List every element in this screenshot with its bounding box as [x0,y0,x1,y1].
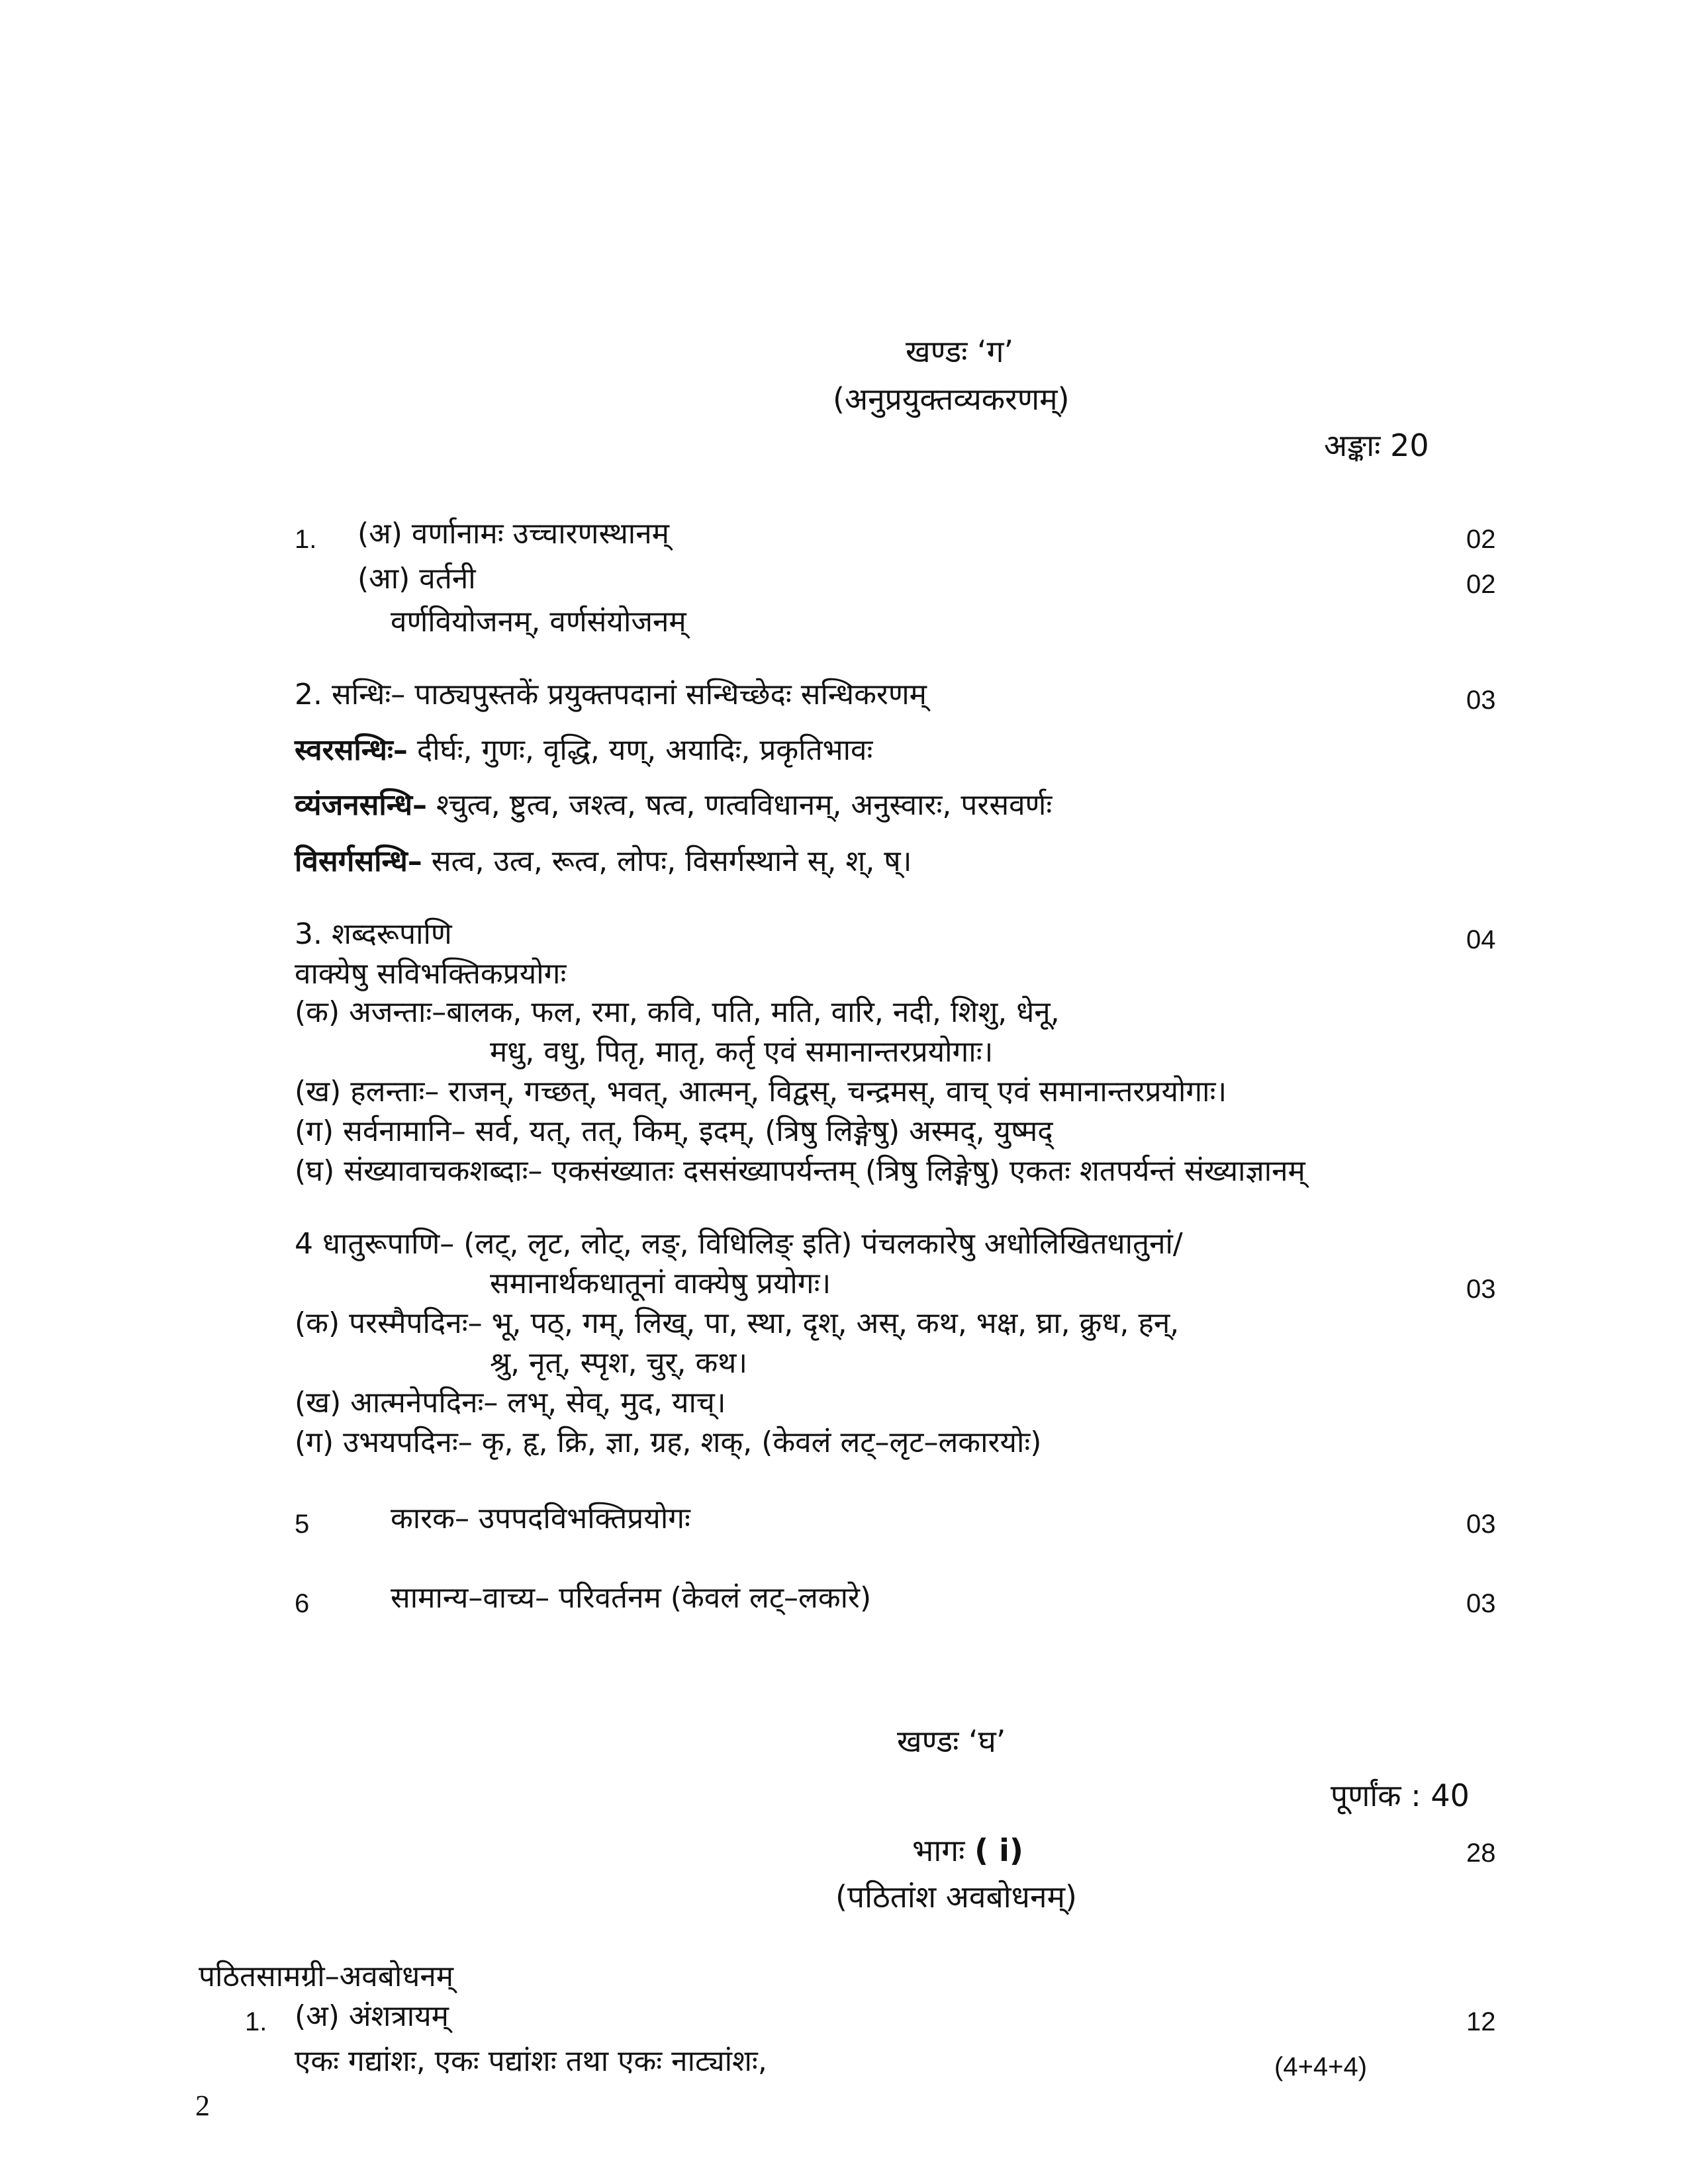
item4-ga: (ग) उभयपदिनः– कृ, हृ, क्रि, ज्ञा, ग्रह, शक्, (केवलं लट्–लृट–लकारयोः) [295,1426,1042,1459]
q1-number: 1. [245,2007,267,2036]
item3-ga: (ग) सर्वनामानि– सर्व, यत्, तत्, किम्, इदम्, (त्रिषु लिङ्गेषु) अस्मद्, युष्मद् [295,1115,1053,1148]
visarg-sandhi-label: विसर्गसन्धि– [295,844,422,878]
item4-marks: 03 [1466,1275,1496,1304]
section-gh-heading: खण्डः ‘घ’ [897,1723,1006,1759]
item1-b-subtext: वर्णवियोजनम्, वर्णसंयोजनम् [391,605,686,639]
q1-subtext: एकः गद्यांशः, एकः पद्यांशः तथा एकः नाट्यांशः, [295,2044,767,2078]
item1-a-marks: 02 [1466,525,1496,554]
vyanjan-sandhi-text: श्चुत्व, ष्टुत्व, जश्त्व, षत्व, णत्वविधानम्, अनुस्वारः, परसवर्णः [427,788,1053,822]
item6-number: 6 [295,1589,310,1618]
item3-marks: 04 [1466,925,1496,954]
item4-ka-cont: श्रु, नृत्, स्पृश, चुर्, कथ। [490,1346,748,1380]
swar-sandhi-text: दीर्घः, गुणः, वृद्धि, यण्, अयादिः, प्रकृतिभावः [407,733,873,767]
item4-kha: (ख) आत्मनेपदिनः– लभ्, सेव्, मुद, याच्। [295,1386,726,1420]
q1-marks: 12 [1466,2007,1496,2036]
section-gh-total-marks: पूर्णांक : 40 [1331,1778,1470,1813]
q1-text: (अ) अंशत्रायम् [295,1999,449,2033]
item3-line1: वाक्येषु सविभक्तिकप्रयोगः [295,957,567,991]
item6-marks: 03 [1466,1589,1496,1618]
swar-sandhi-line [295,733,873,767]
part-number: ( i) [974,1833,1023,1868]
item5-marks: 03 [1466,1510,1496,1539]
item6-text: सामान्य–वाच्य– परिवर्तनम (केवलं लट्–लकारे) [391,1581,872,1615]
material-heading: पठितसामग्री–अवबोधनम् [199,1960,454,1993]
item1-b-text: (आ) वर्तनी [357,562,476,596]
q1-split: (4+4+4) [1274,2052,1368,2081]
section-g-subheading: (अनुप्रयुक्तव्यकरणम्) [833,381,1070,417]
item3-title: 3. शब्दरूपाणि [295,917,452,951]
item1-b-marks: 02 [1466,570,1496,599]
item3-kha: (ख) हलन्ताः– राजन्, गच्छत्, भवत्, आत्मन्, विद्वस्, चन्द्रमस्, वाच् एवं समानान्तरप्रयोगाः। [295,1075,1227,1109]
item1-a-text: (अ) वर्णानामः उच्चारणस्थानम् [357,517,669,551]
section-g-heading: खण्डः ‘ग’ [906,334,1014,369]
item5-number: 5 [295,1510,310,1539]
part-heading [912,1835,1023,1866]
section-g-marks: अङ्काः 20 [1324,428,1429,463]
vyanjan-sandhi-label: व्यंजनसन्धि– [295,788,428,822]
visarg-sandhi-text: सत्व, उत्व, रूत्व, लोपः, विसर्गस्थाने स्, श्, ष्। [422,844,912,878]
swar-sandhi-label: स्वरसन्धिः– [295,733,408,767]
part-subheading: (पठितांश अवबोधनम्) [835,1879,1077,1915]
item4-title-cont: समानार्थकधातूनां वाक्येषु प्रयोगः। [490,1267,831,1300]
item3-ka-cont: मधु, वधु, पितृ, मातृ, कर्तृ एवं समानान्तरप्रयोगाः। [490,1035,994,1069]
item5-text: कारक– उपपदविभक्तिप्रयोगः [391,1502,690,1535]
item3-ka: (क) अजन्ताः–बालक, फल, रमा, कवि, पति, मति, वारि, नदी, शिशु, धेनू, [295,995,1060,1029]
part-label: भागः [912,1833,965,1868]
item4-title: 4 धातुरूपाणि– (लट्, लृट, लोट्, लङ्, विधिलिङ् इति) पंचलकारेषु अधोलिखितधातुनां/ [295,1227,1183,1261]
page-number: 2 [195,2089,210,2122]
vyanjan-sandhi-line [295,788,1053,822]
item4-ka: (क) परस्मैपदिनः– भू, पठ्, गम्, लिख्, पा, स्था, दृश्, अस्, कथ, भक्ष, घ्रा, क्रुध, हन्, [295,1306,1180,1340]
item3-gha: (घ) संख्यावाचकशब्दाः– एकसंख्यातः दससंख्यापर्यन्तम् (त्रिषु लिङ्गेषु) एकतः शतपर्यन्तं संख्याज्ञानम् [295,1154,1305,1188]
visarg-sandhi-line [295,844,912,878]
item1-number: 1. [295,525,317,554]
item2-title: 2. सन्धिः– पाठ्यपुस्तकें प्रयुक्तपदानां सन्धिच्छेदः सन्धिकरणम् [295,678,927,711]
item2-marks: 03 [1466,686,1496,715]
part-marks: 28 [1466,1839,1496,1868]
